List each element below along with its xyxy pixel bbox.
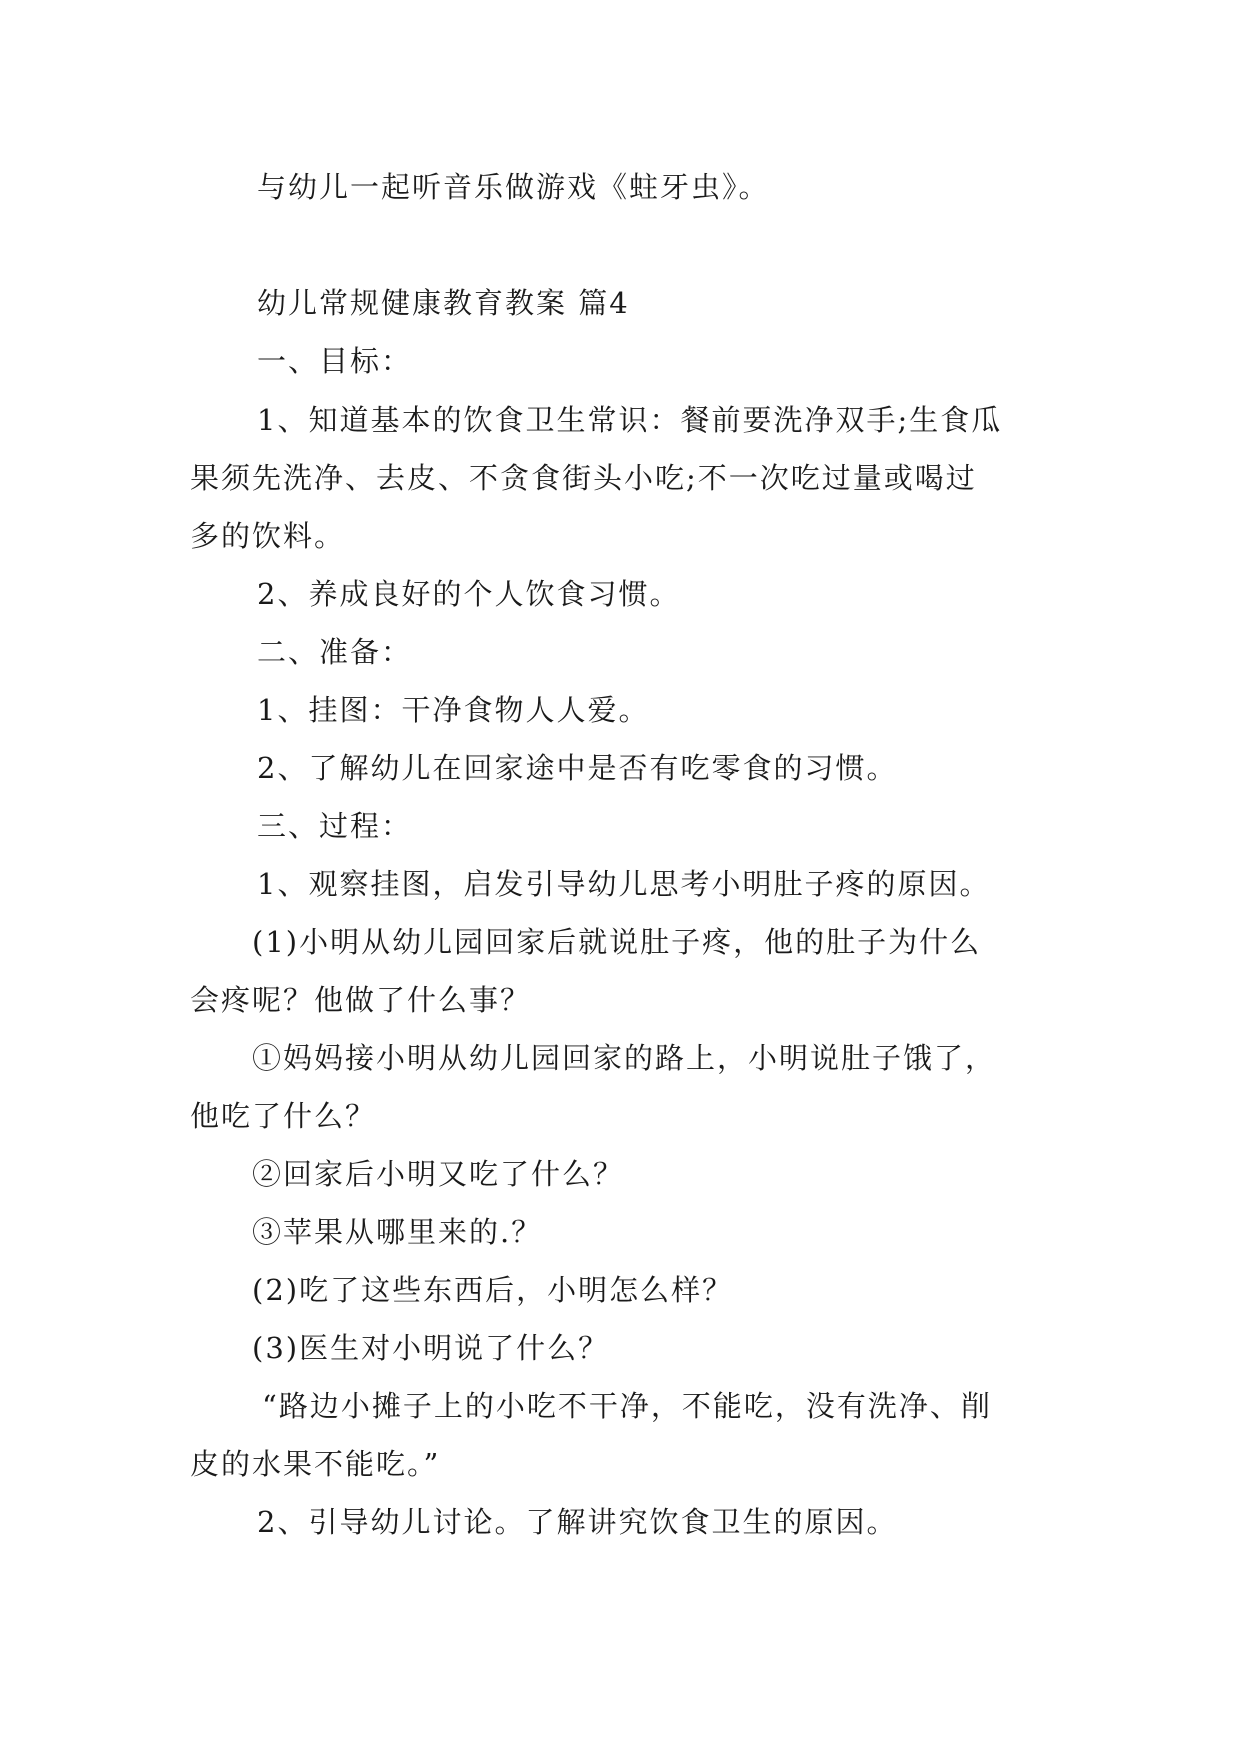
process-1-q1-sub1-line-1: ①妈妈接小明从幼儿园回家的路上，小明说肚子饿了， bbox=[252, 1041, 997, 1075]
preparation-2: 2、了解幼儿在回家途中是否有吃零食的习惯。 bbox=[257, 751, 898, 785]
process-2: 2、引导幼儿讨论。了解讲究饮食卫生的原因。 bbox=[257, 1505, 898, 1539]
process-1-q2: (2)吃了这些东西后，小明怎么样？ bbox=[252, 1273, 734, 1307]
goal-1-line-3: 多的饮料。 bbox=[190, 519, 346, 553]
process-1: 1、观察挂图，启发引导幼儿思考小明肚子疼的原因。 bbox=[257, 867, 991, 901]
process-1-q1-sub1-line-2: 他吃了什么？ bbox=[190, 1099, 377, 1133]
goal-2: 2、养成良好的个人饮食习惯。 bbox=[257, 577, 681, 611]
doctor-quote-line-1: “路边小摊子上的小吃不干净，不能吃，没有洗净、削 bbox=[262, 1389, 992, 1423]
process-1-q1-sub3: ③苹果从哪里来的.？ bbox=[252, 1215, 543, 1249]
goal-1-line-2: 果须先洗净、去皮、不贪食街头小吃;不一次吃过量或喝过 bbox=[190, 461, 977, 495]
preparation-1: 1、挂图：干净食物人人爱。 bbox=[257, 693, 650, 727]
heading-preparation: 二、准备： bbox=[257, 635, 413, 669]
process-1-q1-sub2: ②回家后小明又吃了什么？ bbox=[252, 1157, 625, 1191]
goal-1-line-1: 1、知道基本的饮食卫生常识：餐前要洗净双手;生食瓜 bbox=[257, 403, 1003, 437]
process-1-q1-line-2: 会疼呢？他做了什么事？ bbox=[190, 983, 532, 1017]
paragraph-game-activity: 与幼儿一起听音乐做游戏《蛀牙虫》。 bbox=[257, 170, 770, 204]
section-heading: 幼儿常规健康教育教案 篇4 bbox=[257, 286, 630, 320]
heading-goals: 一、目标： bbox=[257, 344, 413, 378]
doctor-quote-line-2: 皮的水果不能吃。” bbox=[190, 1447, 441, 1481]
process-1-q3: (3)医生对小明说了什么？ bbox=[252, 1331, 610, 1365]
process-1-q1-line-1: (1)小明从幼儿园回家后就说肚子疼，他的肚子为什么 bbox=[252, 925, 982, 959]
heading-process: 三、过程： bbox=[257, 809, 413, 843]
